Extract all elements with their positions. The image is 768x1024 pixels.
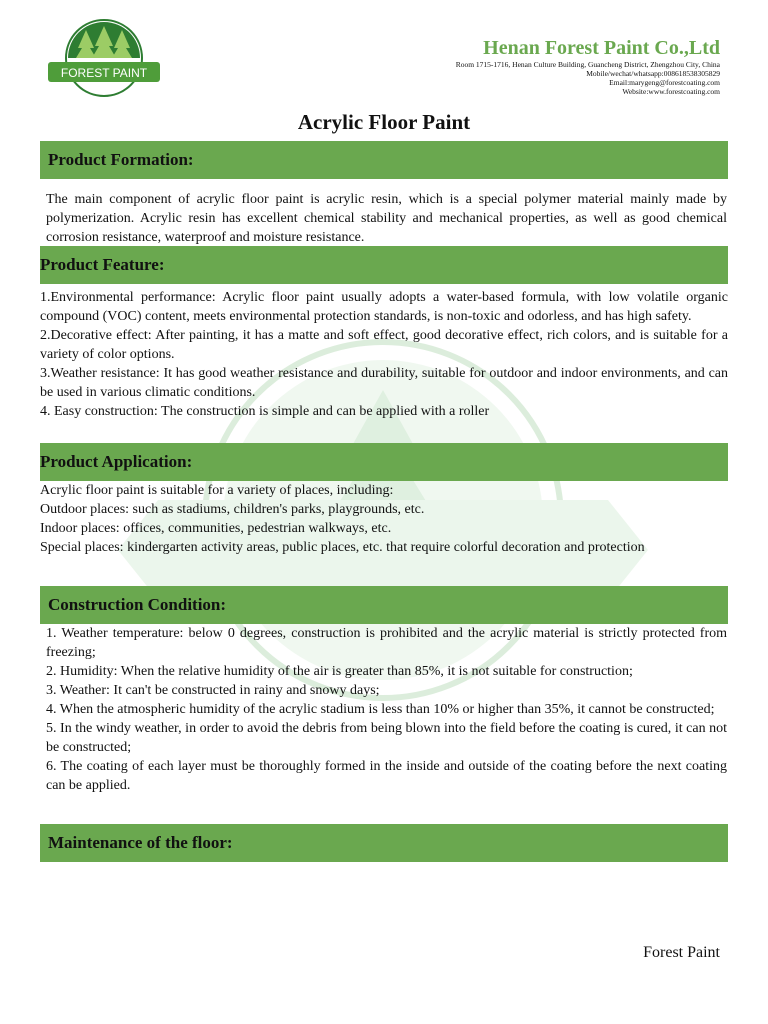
feature-item: 4. Easy construction: The construction is simple and can be applied with a roller xyxy=(40,404,490,419)
construction-item: 5. In the windy weather, in order to avoid the debris from being blown into the field before the coating is cured, it can not be constructed; xyxy=(46,721,727,755)
section-heading-formation: Product Formation: xyxy=(40,141,728,179)
application-item: Acrylic floor paint is suitable for a variety of places, including: xyxy=(40,483,394,498)
feature-list xyxy=(40,288,728,421)
company-mobile: Mobile/wechat/whatsapp:008618538305829 xyxy=(586,69,720,78)
page-title: Acrylic Floor Paint xyxy=(297,110,471,134)
construction-item: 1. Weather temperature: below 0 degrees, construction is prohibited and the acrylic material is strictly protected from freezing; xyxy=(46,626,727,660)
feature-item: 2.Decorative effect: After painting, it has a matte and soft effect, good decorative effect, rich colors, and is suitable for a variety of color options. xyxy=(40,328,728,362)
construction-list xyxy=(46,624,727,795)
section-heading-feature: Product Feature: xyxy=(40,246,728,284)
feature-item: 3.Weather resistance: It has good weather resistance and durability, suitable for outdoor and indoor environments, and can be used in various climatic conditions. xyxy=(40,366,728,400)
company-website: Website:www.forestcoating.com xyxy=(622,87,720,96)
formation-paragraph: The main component of acrylic floor paint is acrylic resin, which is a special polymer material mainly made by polymerization. Acrylic resin has excellent chemical stability and mechanical properties, as well as good chemical corrosion resistance, waterproof and moisture resistance. xyxy=(46,192,727,245)
construction-item: 4. When the atmospheric humidity of the acrylic stadium is less than 10% or higher than 35%, it cannot be constructed; xyxy=(46,702,715,717)
company-email: Email:marygeng@forestcoating.com xyxy=(609,78,720,87)
application-item: Outdoor places: such as stadiums, children's parks, playgrounds, etc. xyxy=(40,502,425,517)
construction-item: 3. Weather: It can't be constructed in rainy and snowy days; xyxy=(46,683,380,698)
construction-item: 6. The coating of each layer must be thoroughly formed in the inside and outside of the coating before the next coating can be applied. xyxy=(46,759,727,793)
application-list xyxy=(40,481,728,557)
application-item: Indoor places: offices, communities, pedestrian walkways, etc. xyxy=(40,521,392,536)
section-heading-construction: Construction Condition: xyxy=(40,586,728,624)
company-address: Room 1715-1716, Henan Culture Building, Guancheng District, Zhengzhou City, China xyxy=(455,60,720,69)
company-name: Henan Forest Paint Co.,Ltd xyxy=(483,37,720,59)
application-item: Special places: kindergarten activity areas, public places, etc. that require colorful decoration and protection xyxy=(40,540,645,555)
formation-text xyxy=(46,190,727,247)
section-heading-maintenance: Maintenance of the floor: xyxy=(40,824,728,862)
section-heading-application: Product Application: xyxy=(40,443,728,481)
footer-brand: Forest Paint xyxy=(643,944,720,961)
construction-item: 2. Humidity: When the relative humidity of the air is greater than 85%, it is not suitable for construction; xyxy=(46,664,633,679)
forest-paint-logo xyxy=(46,18,162,98)
feature-item: 1.Environmental performance: Acrylic floor paint usually adopts a water-based formula, with low volatile organic compound (VOC) content, meets environmental protection standards, is non-toxic and odorless, and has high safety. xyxy=(40,290,728,324)
company-info xyxy=(456,36,720,96)
logo-text: FOREST PAINT xyxy=(60,66,148,80)
